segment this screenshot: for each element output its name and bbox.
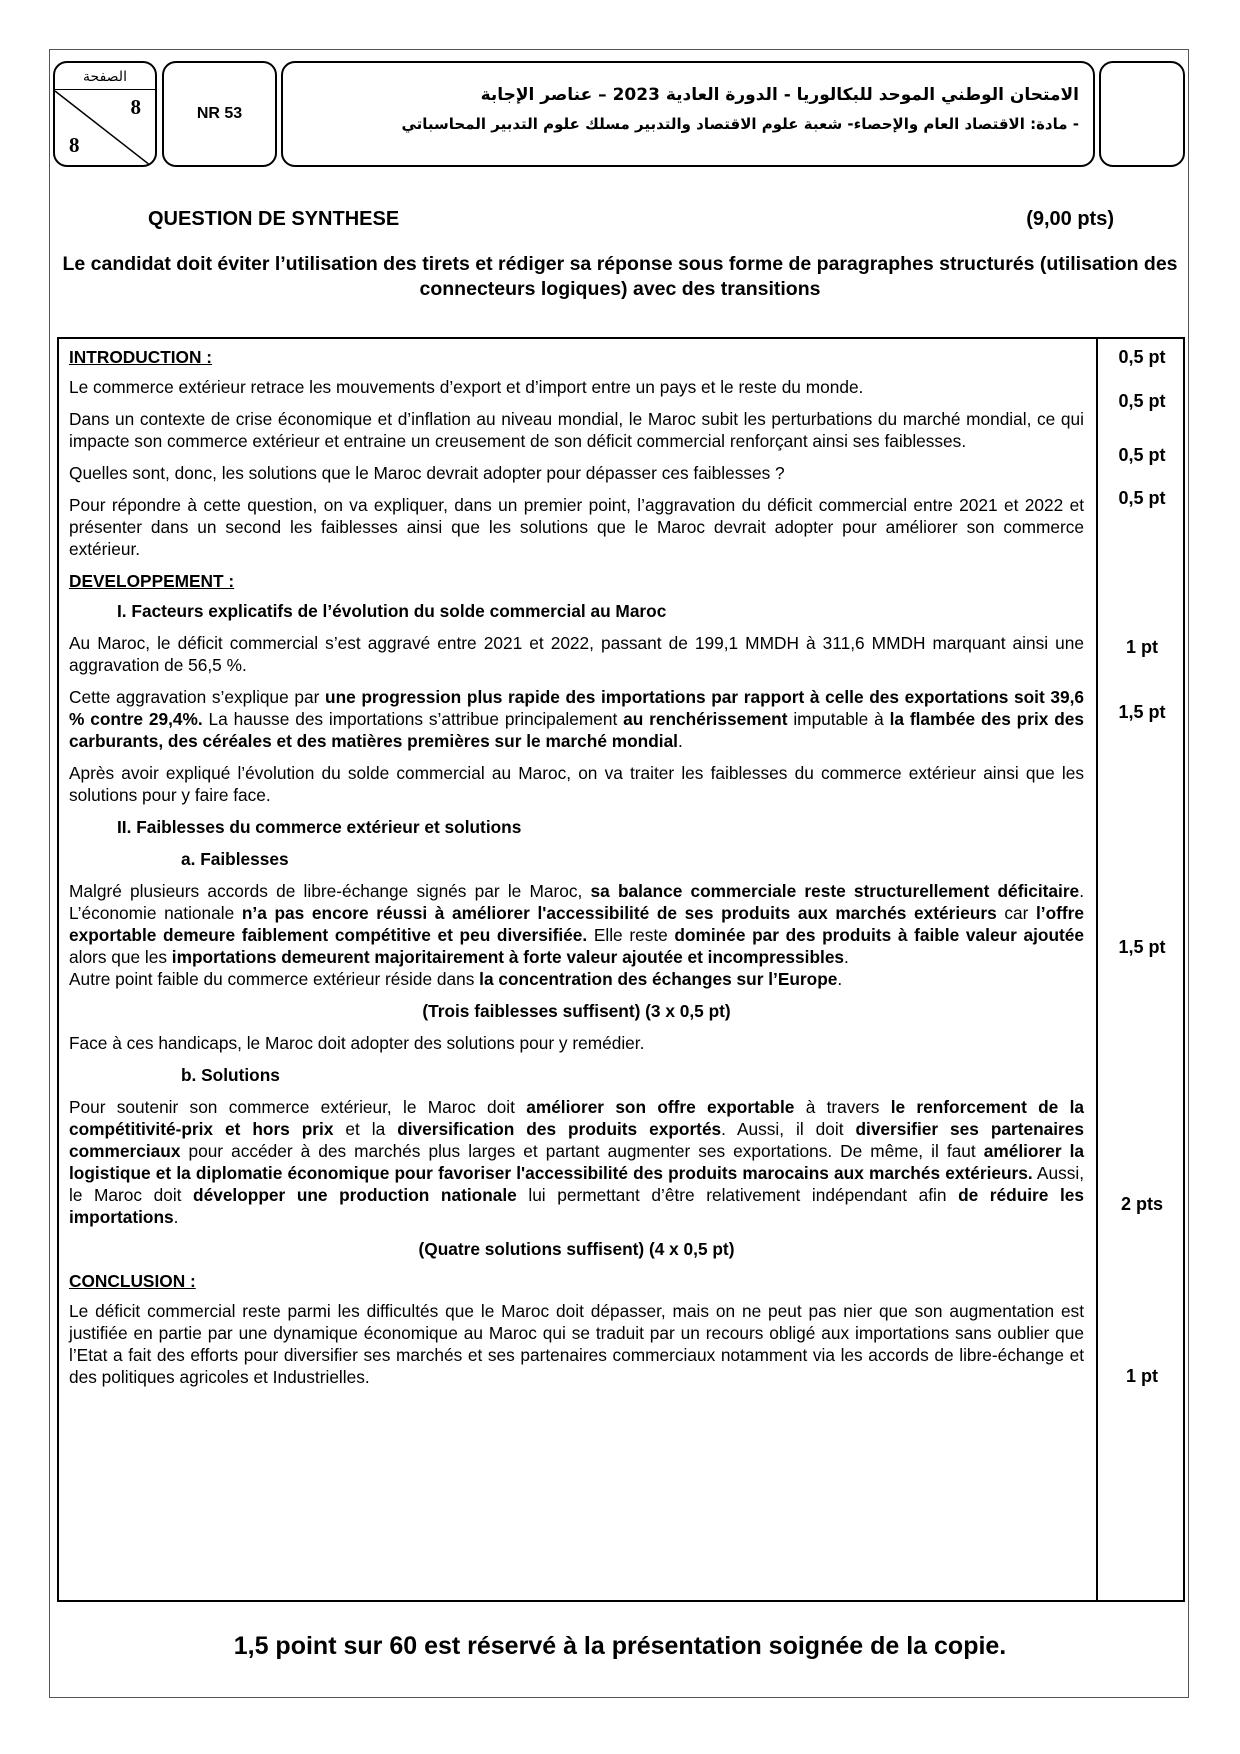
- exam-subject: - مادة: الاقتصاد العام والإحصاء- شعبة علوم الاقتصاد والتدبير مسلك علوم التدبير المحاسباتي: [401, 115, 1079, 133]
- points-intro-3: 0,5 pt: [1118, 445, 1166, 465]
- bold-text: diversification des produits exportés: [397, 1119, 722, 1139]
- points-intro-2: 0,5 pt: [1118, 391, 1166, 411]
- text-run: à travers: [794, 1097, 891, 1117]
- bold-text: la flambée des prix des carburants, des céréales et des matières premières sur le marché mondial: [69, 709, 1084, 751]
- points-weaknesses: 1,5 pt: [1118, 937, 1166, 957]
- conclusion-paragraph: Le déficit commercial reste parmi les difficultés que le Maroc doit dépasser, mais on ne peut pas nier que son augmentation est justifiée en partie par une dynamique économique au Maroc qui se traduit par un recours obligé aux importations sans oublier que l’Etat a fait des efforts pour diversifier ses marchés et ses partenaires commerciaux notamment via les accords de libre-échange et des politiques agricoles et Industrielles.: [69, 1301, 1084, 1387]
- bold-text: au renchérissement: [623, 709, 788, 729]
- bold-text: l’offre exportable demeure faiblement compétitive et peu diversifiée.: [69, 903, 1084, 945]
- question-title: QUESTION DE SYNTHESE: [148, 208, 400, 230]
- text-run: imputable à: [787, 709, 890, 729]
- bold-text: dominée par des produits à faible valeur ajoutée: [674, 925, 1084, 945]
- text-run: Pour soutenir son commerce extérieur, le Maroc doit: [69, 1097, 527, 1117]
- bold-text: développer une production nationale: [193, 1185, 517, 1205]
- text-run: .: [844, 947, 849, 967]
- points-intro-1: 0,5 pt: [1118, 347, 1166, 367]
- weaknesses-note: (Trois faiblesses suffisent) (3 x 0,5 pt): [422, 1001, 731, 1021]
- text-run: La hausse des importations s’attribue principalement: [202, 709, 624, 729]
- part1-explanation: [69, 686, 1084, 752]
- transition-paragraph: Après avoir expliqué l’évolution du solde commercial au Maroc, on va traiter les faiblesses du commerce extérieur ainsi que les solutions pour y faire face.: [69, 763, 1084, 805]
- bold-text: diversifier ses partenaires commerciaux: [69, 1119, 1085, 1161]
- subsection-weaknesses: a. Faiblesses: [181, 849, 289, 869]
- conclusion-title: CONCLUSION :: [69, 1271, 196, 1291]
- exam-title-box: [281, 61, 1095, 167]
- text-run: pour accéder à des marchés plus larges et partant augmenter ses exportations. De même, il faut: [180, 1141, 984, 1161]
- text-run: Aussi, le Maroc doit: [69, 1163, 1084, 1205]
- question-points: (9,00 pts): [1026, 208, 1114, 230]
- weaknesses-transition: Face à ces handicaps, le Maroc doit adopter des solutions pour y remédier.: [69, 1033, 645, 1053]
- solutions-note: (Quatre solutions suffisent) (4 x 0,5 pt): [418, 1239, 735, 1259]
- part2-title: II. Faiblesses du commerce extérieur et solutions: [117, 817, 522, 837]
- exam-title: الامتحان الوطني الموحد للبكالوريا - الدورة العادية 2023 – عناصر الإجابة: [480, 85, 1079, 105]
- instructions: Le candidat doit éviter l’utilisation des tirets et rédiger sa réponse sous forme de paragraphes structurés (utilisation des connecteurs logiques) avec des transitions: [62, 253, 1178, 300]
- bold-text: améliorer la logistique et la diplomatie économique pour favoriser l'accessibilité des produits marocains aux marchés extérieurs.: [69, 1141, 1084, 1183]
- text-run: .: [837, 969, 843, 989]
- answer-table: [57, 337, 1185, 1602]
- bold-text: sa balance commerciale reste structurellement déficitaire: [590, 881, 1080, 901]
- part1-title: I. Facteurs explicatifs de l’évolution du solde commercial au Maroc: [117, 601, 667, 621]
- page-number: 8: [130, 95, 141, 119]
- intro-plan: Pour répondre à cette question, on va expliquer, dans un premier point, l’aggravation du déficit commercial entre 2021 et 2022 et présenter dans un second les faiblesses ainsi que les solutions que le Maroc devrait adopter pour améliorer son commerce extérieur.: [69, 495, 1084, 559]
- points-conclusion: 1 pt: [1125, 1366, 1158, 1386]
- text-run: et la: [333, 1119, 398, 1139]
- exam-code: NR 53: [162, 61, 277, 167]
- page-number-box: [53, 61, 157, 167]
- text-run: Elle reste: [587, 925, 675, 945]
- part1-paragraph: Au Maroc, le déficit commercial s’est aggravé entre 2021 et 2022, passant de 199,1 MMDH à 311,6 MMDH marquant ainsi une aggravation de 56,5 %.: [69, 633, 1084, 675]
- bold-text: de réduire les importations: [69, 1185, 1084, 1227]
- column-divider: [1096, 339, 1098, 1600]
- text-run: lui permettant d’être relativement indépendant afin: [516, 1185, 959, 1205]
- intro-title: INTRODUCTION :: [69, 347, 213, 367]
- weaknesses-paragraph-2: [69, 968, 1084, 990]
- bold-text: importations demeurent majoritairement à forte valeur ajoutée et incompressibles: [171, 947, 845, 967]
- bold-text: une progression plus rapide des importations par rapport à celle des exportations soit 39,6 % contre 29,4%.: [69, 687, 1084, 729]
- intro-paragraph: Dans un contexte de crise économique et d’inflation au niveau mondial, le Maroc subit les perturbations du marché mondial, ce qui impacte son commerce extérieur et entraine un creusement de son déficit commercial renforçant ainsi ses faiblesses.: [69, 409, 1084, 451]
- bold-text: n’a pas encore réussi à améliorer l'accessibilité de ses produits aux marchés extérieurs: [241, 903, 997, 923]
- text-run: .: [173, 1207, 179, 1227]
- text-run: Cette aggravation s’explique par: [69, 687, 326, 707]
- total-pages: 8: [69, 133, 80, 157]
- text-run: Autre point faible du commerce extérieur réside dans: [69, 969, 480, 989]
- text-run: car: [996, 903, 1036, 923]
- text-run: .: [678, 731, 683, 751]
- intro-question: Quelles sont, donc, les solutions que le Maroc devrait adopter pour dépasser ces faiblesses ?: [69, 463, 785, 483]
- solutions-paragraph: [69, 1096, 1084, 1228]
- page-label: الصفحة: [55, 65, 155, 90]
- development-title: DEVELOPPEMENT :: [69, 571, 235, 591]
- points-solutions: 2 pts: [1120, 1194, 1163, 1214]
- text-run: . L’économie nationale: [69, 881, 1084, 923]
- answer-content: [69, 346, 1084, 1398]
- points-part1-b: 1,5 pt: [1118, 702, 1166, 722]
- intro-paragraph: Le commerce extérieur retrace les mouvements d’export et d’import entre un pays et le reste du monde.: [69, 377, 864, 397]
- bold-text: la concentration des échanges sur l’Europe: [479, 969, 838, 989]
- points-part1-a: 1 pt: [1125, 637, 1158, 657]
- text-run: Malgré plusieurs accords de libre-échange signés par le Maroc,: [69, 881, 591, 901]
- weaknesses-paragraph: [69, 880, 1084, 968]
- bold-text: améliorer son offre exportable: [526, 1097, 795, 1117]
- text-run: . Aussi, il doit: [721, 1119, 856, 1139]
- presentation-note: 1,5 point sur 60 est réservé à la présentation soignée de la copie.: [233, 1632, 1007, 1660]
- subsection-solutions: b. Solutions: [181, 1065, 280, 1085]
- text-run: alors que les: [69, 947, 172, 967]
- blank-box: [1099, 61, 1185, 167]
- bold-text: le renforcement de la compétitivité-prix et hors prix: [69, 1097, 1084, 1139]
- points-intro-4: 0,5 pt: [1118, 488, 1166, 508]
